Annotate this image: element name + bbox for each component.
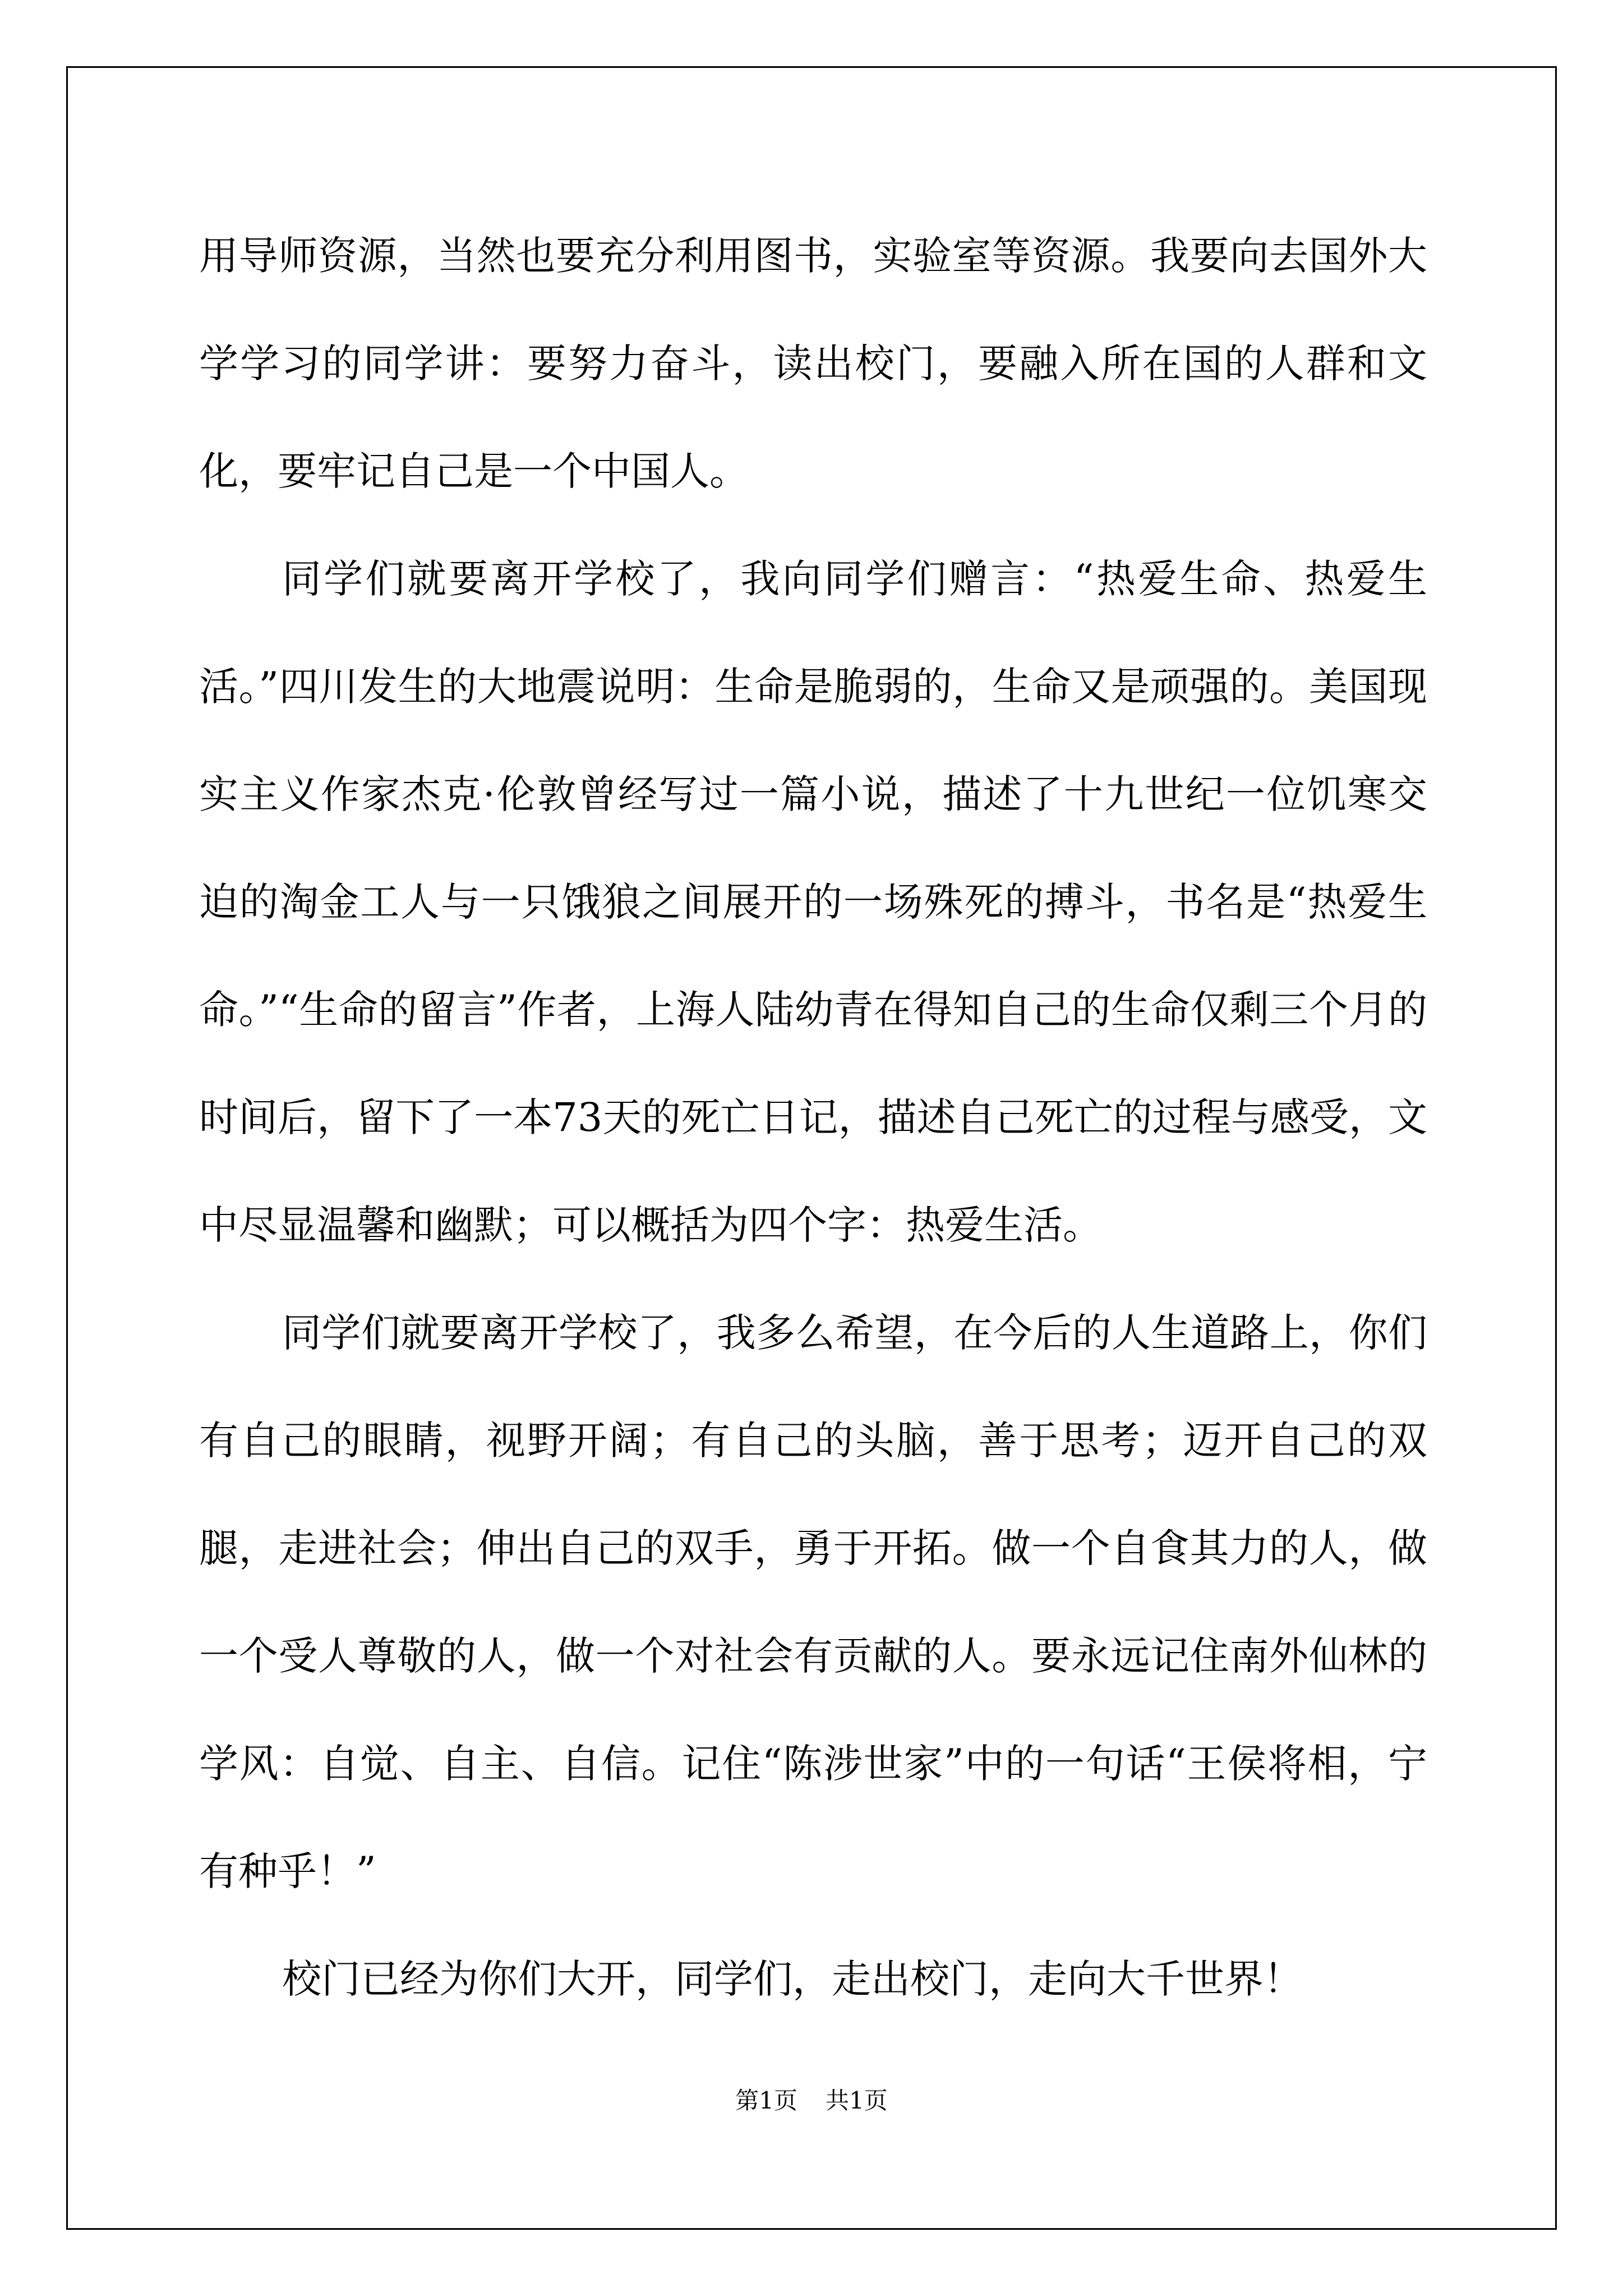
paragraph-continued: 用导师资源，当然也要充分利用图书，实验室等资源。我要向去国外大学学习的同学讲：要努力奋斗，读出校门，要融入所在国的人群和文化，要牢记自己是一个中国人。 <box>199 233 1427 494</box>
document-body <box>199 202 1427 2033</box>
total-pages: 共1页 <box>826 2087 888 2114</box>
paragraph: 同学们就要离开学校了，我多么希望，在今后的人生道路上，你们有自己的眼睛，视野开阔；有自己的头脑，善于思考；迈开自己的双腿，走进社会；伸出自己的双手，勇于开拓。做一个自食其力的人，做一个受人尊敬的人，做一个对社会有贡献的人。要永远记住南外仙林的学风：自觉、自主、自信。记住“陈涉世家”中的一句话“王侯将相，宁有种乎！” <box>199 1310 1427 1894</box>
paragraph: 校门已经为你们大开，同学们，走出校门，走向大千世界！ <box>282 1956 1303 2002</box>
page-footer <box>0 2082 1623 2116</box>
page-number: 第1页 <box>735 2087 797 2114</box>
paragraph: 同学们就要离开学校了，我向同学们赠言：“热爱生命、热爱生活。”四川发生的大地震说明：生命是脆弱的，生命又是顽强的。美国现实主义作家杰克·伦敦曾经写过一篇小说，描述了十九世纪一位饥寒交迫的淘金工人与一只饿狼之间展开的一场殊死的搏斗，书名是“热爱生命。”“生命的留言”作者，上海人陆幼青在得知自己的生命仅剩三个月的时间后，留下了一本73天的死亡日记，描述自己死亡的过程与感受，文中尽显温馨和幽默；可以概括为四个字：热爱生活。 <box>199 556 1427 1248</box>
